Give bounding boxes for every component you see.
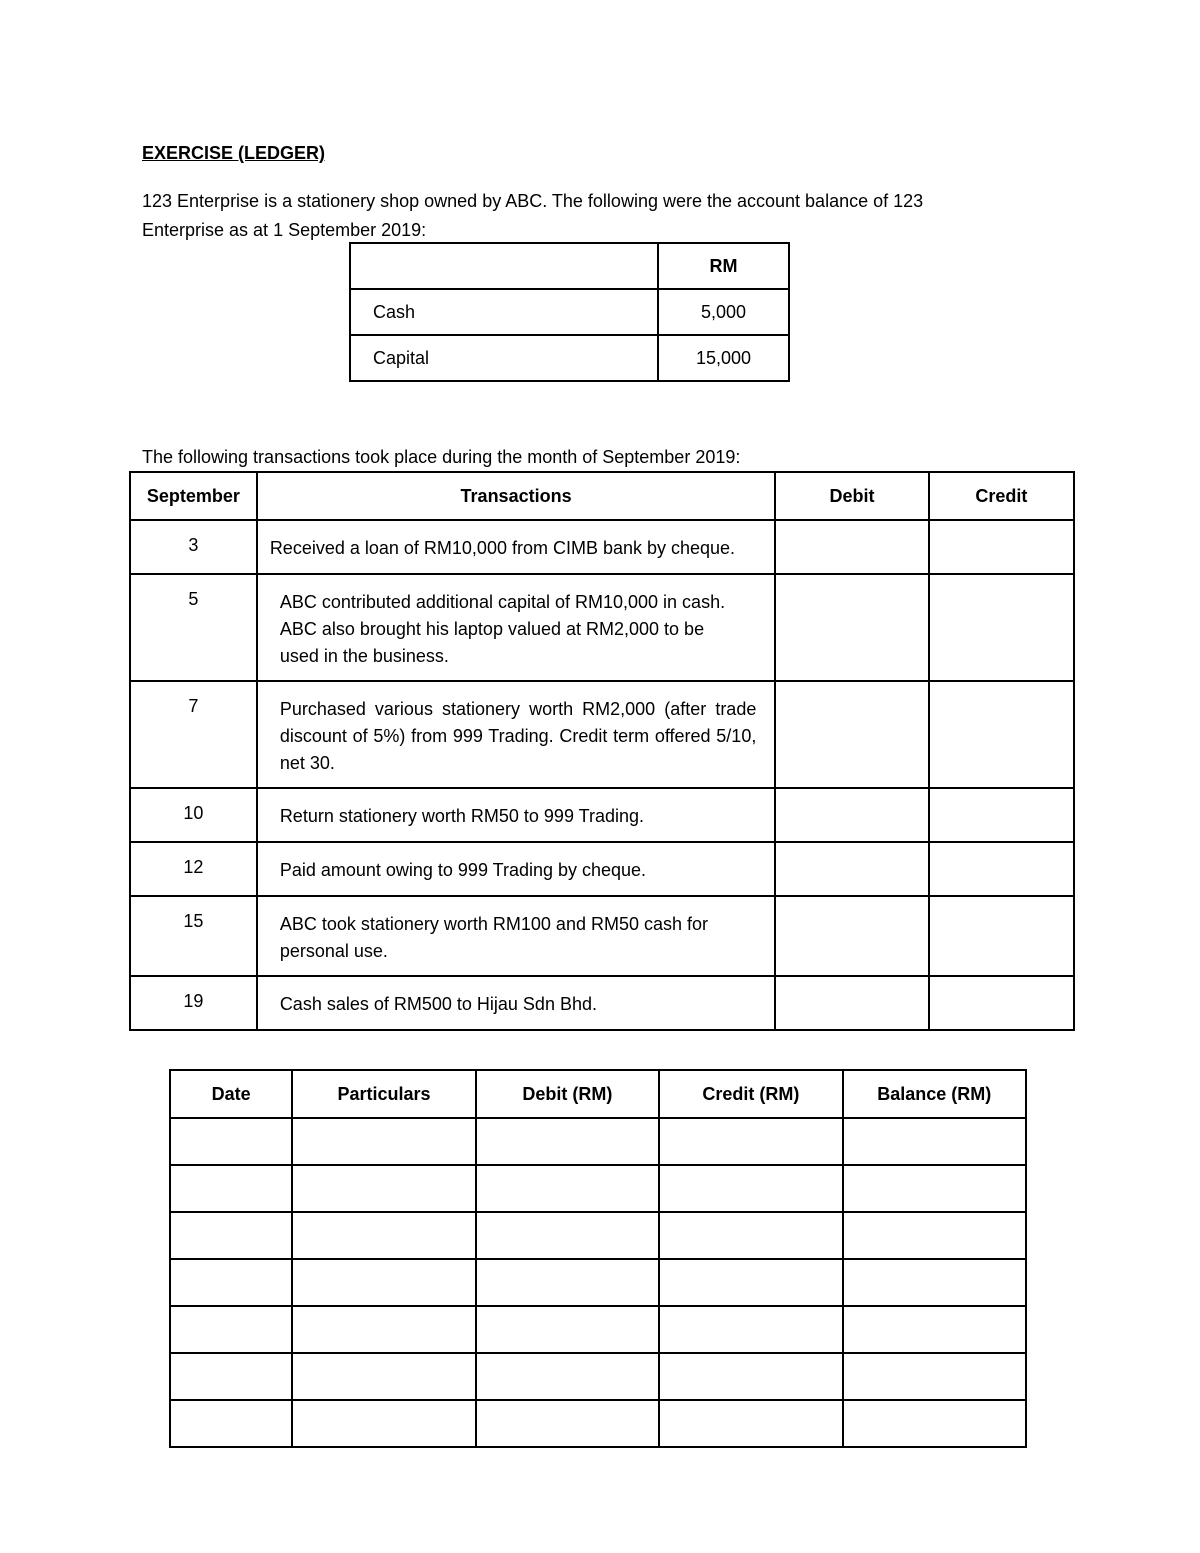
ledger-debit-cell[interactable] (476, 1400, 659, 1447)
ledger-particulars-cell[interactable] (292, 1212, 475, 1259)
credit-cell (929, 520, 1074, 574)
ledger-particulars-cell[interactable] (292, 1400, 475, 1447)
ledger-debit-cell[interactable] (476, 1212, 659, 1259)
ledger-balance-cell[interactable] (843, 1306, 1026, 1353)
header-debit: Debit (775, 472, 928, 520)
ledger-date-cell[interactable] (170, 1118, 292, 1165)
ledger-balance-cell[interactable] (843, 1400, 1026, 1447)
ledger-credit-cell[interactable] (659, 1400, 842, 1447)
ledger-credit-cell[interactable] (659, 1212, 842, 1259)
balance-value: 5,000 (658, 289, 789, 335)
table-row (130, 574, 1074, 681)
transaction-text: Return stationery worth RM50 to 999 Trading. (257, 788, 776, 842)
table-row (170, 1118, 1026, 1165)
balance-row-cash (350, 289, 789, 335)
ledger-header-row (170, 1070, 1026, 1118)
table-row (130, 520, 1074, 574)
header-september: September (130, 472, 257, 520)
transaction-day: 12 (130, 842, 257, 896)
intro-paragraph (142, 187, 1012, 245)
transaction-day: 7 (130, 681, 257, 788)
transactions-table (129, 471, 1075, 1031)
header-date: Date (170, 1070, 292, 1118)
ledger-balance-cell[interactable] (843, 1259, 1026, 1306)
transaction-text: Paid amount owing to 999 Trading by cheque. (257, 842, 776, 896)
balance-header-row (350, 243, 789, 289)
ledger-date-cell[interactable] (170, 1353, 292, 1400)
ledger-particulars-cell[interactable] (292, 1353, 475, 1400)
balance-name: Cash (350, 289, 658, 335)
debit-cell (775, 896, 928, 976)
ledger-debit-cell[interactable] (476, 1306, 659, 1353)
table-row (130, 896, 1074, 976)
balance-header-blank (350, 243, 658, 289)
table-row (130, 681, 1074, 788)
ledger-credit-cell[interactable] (659, 1165, 842, 1212)
exercise-title: EXERCISE (LEDGER) (142, 143, 326, 163)
ledger-date-cell[interactable] (170, 1165, 292, 1212)
credit-cell (929, 788, 1074, 842)
transactions-lead-text: The following transactions took place during the month of September 2019: (142, 447, 741, 467)
header-credit: Credit (929, 472, 1074, 520)
credit-cell (929, 842, 1074, 896)
transaction-text: Purchased various stationery worth RM2,000 (after trade discount of 5%) from 999 Trading. Credit term offered 5/10, net 30. (257, 681, 776, 788)
header-particulars: Particulars (292, 1070, 475, 1118)
ledger-debit-cell[interactable] (476, 1353, 659, 1400)
ledger-balance-cell[interactable] (843, 1212, 1026, 1259)
debit-cell (775, 842, 928, 896)
ledger-date-cell[interactable] (170, 1306, 292, 1353)
ledger-debit-cell[interactable] (476, 1259, 659, 1306)
transaction-text: Received a loan of RM10,000 from CIMB bank by cheque. (257, 520, 776, 574)
debit-cell (775, 520, 928, 574)
ledger-particulars-cell[interactable] (292, 1306, 475, 1353)
credit-cell (929, 896, 1074, 976)
transaction-day: 15 (130, 896, 257, 976)
opening-balance-table (349, 242, 790, 382)
ledger-credit-cell[interactable] (659, 1259, 842, 1306)
header-transactions: Transactions (257, 472, 776, 520)
table-row (170, 1306, 1026, 1353)
ledger-balance-cell[interactable] (843, 1118, 1026, 1165)
transaction-day: 5 (130, 574, 257, 681)
ledger-date-cell[interactable] (170, 1400, 292, 1447)
table-row (170, 1353, 1026, 1400)
table-row (170, 1212, 1026, 1259)
ledger-particulars-cell[interactable] (292, 1118, 475, 1165)
transaction-day: 10 (130, 788, 257, 842)
table-row (170, 1400, 1026, 1447)
transactions-header-row (130, 472, 1074, 520)
ledger-debit-cell[interactable] (476, 1118, 659, 1165)
table-row (130, 842, 1074, 896)
credit-cell (929, 976, 1074, 1030)
transaction-day: 19 (130, 976, 257, 1030)
transaction-day: 3 (130, 520, 257, 574)
balance-name: Capital (350, 335, 658, 381)
ledger-balance-cell[interactable] (843, 1165, 1026, 1212)
credit-cell (929, 574, 1074, 681)
debit-cell (775, 976, 928, 1030)
credit-cell (929, 681, 1074, 788)
ledger-particulars-cell[interactable] (292, 1165, 475, 1212)
table-row (170, 1165, 1026, 1212)
balance-row-capital (350, 335, 789, 381)
transaction-text: ABC took stationery worth RM100 and RM50 cash for personal use. (257, 896, 776, 976)
ledger-date-cell[interactable] (170, 1212, 292, 1259)
ledger-credit-cell[interactable] (659, 1118, 842, 1165)
header-balance-rm: Balance (RM) (843, 1070, 1026, 1118)
transaction-text: Cash sales of RM500 to Hijau Sdn Bhd. (257, 976, 776, 1030)
transaction-text: ABC contributed additional capital of RM10,000 in cash. ABC also brought his laptop valued at RM2,000 to be used in the business. (257, 574, 776, 681)
balance-header-rm: RM (658, 243, 789, 289)
table-row (130, 976, 1074, 1030)
ledger-date-cell[interactable] (170, 1259, 292, 1306)
balance-value: 15,000 (658, 335, 789, 381)
ledger-balance-cell[interactable] (843, 1353, 1026, 1400)
ledger-debit-cell[interactable] (476, 1165, 659, 1212)
table-row (170, 1259, 1026, 1306)
ledger-particulars-cell[interactable] (292, 1259, 475, 1306)
debit-cell (775, 681, 928, 788)
intro-line-1: 123 Enterprise is a stationery shop owned by ABC. The following were the account balance of 123 (142, 191, 924, 211)
intro-line-2: Enterprise as at 1 September 2019: (142, 220, 427, 240)
table-row (130, 788, 1074, 842)
header-debit-rm: Debit (RM) (476, 1070, 659, 1118)
ledger-credit-cell[interactable] (659, 1353, 842, 1400)
debit-cell (775, 788, 928, 842)
ledger-table (169, 1069, 1027, 1448)
ledger-credit-cell[interactable] (659, 1306, 842, 1353)
debit-cell (775, 574, 928, 681)
header-credit-rm: Credit (RM) (659, 1070, 842, 1118)
